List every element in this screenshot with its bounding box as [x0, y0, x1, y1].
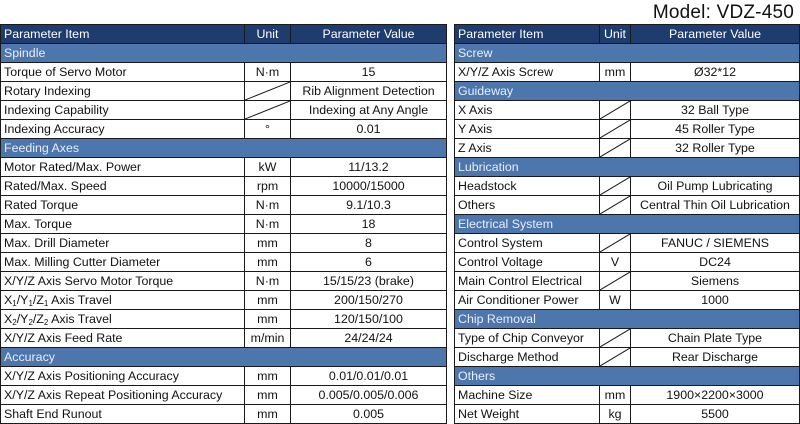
parameter-item-cell: X/Y/Z Axis Repeat Positioning Accuracy — [1, 386, 245, 405]
parameter-item-cell: Torque of Servo Motor — [1, 63, 245, 82]
table-row — [455, 177, 800, 196]
parameter-value-cell: 8 — [291, 234, 447, 253]
unit-cell-not-applicable — [600, 196, 631, 215]
table-row — [1, 177, 447, 196]
parameter-value-cell: 24/24/24 — [291, 329, 447, 348]
table-row — [1, 120, 447, 139]
parameter-item-cell: Rated Torque — [1, 196, 245, 215]
parameter-value-cell: 45 Roller Type — [631, 120, 800, 139]
parameter-value-cell: 5500 — [631, 405, 800, 424]
table-row — [455, 291, 800, 310]
parameter-item-cell: X/Y/Z Axis Screw — [455, 63, 600, 82]
parameter-value-cell: 0.005 — [291, 405, 447, 424]
unit-cell-not-applicable — [600, 329, 631, 348]
parameter-value-cell: 0.005/0.005/0.006 — [291, 386, 447, 405]
spec-table-left — [0, 24, 447, 424]
header-parameter-item: Parameter Item — [455, 25, 600, 44]
table-row — [1, 101, 447, 120]
parameter-item-cell: Control Voltage — [455, 253, 600, 272]
parameter-value-cell: 15 — [291, 63, 447, 82]
parameter-item-cell: Max. Drill Diameter — [1, 234, 245, 253]
unit-cell: N·m — [245, 215, 291, 234]
table-row — [1, 405, 447, 424]
table-row — [455, 63, 800, 82]
section-title: Screw — [455, 44, 800, 63]
section-title: Spindle — [1, 44, 447, 63]
parameter-value-cell: 0.01/0.01/0.01 — [291, 367, 447, 386]
parameter-value-cell: Indexing at Any Angle — [291, 101, 447, 120]
table-row — [1, 63, 447, 82]
parameter-item-cell: Type of Chip Conveyor — [455, 329, 600, 348]
parameter-value-cell: Chain Plate Type — [631, 329, 800, 348]
section-title: Electrical System — [455, 215, 800, 234]
unit-cell: kg — [600, 405, 631, 424]
unit-cell-not-applicable — [600, 234, 631, 253]
header-unit: Unit — [245, 25, 291, 44]
section-row-lubrication — [455, 158, 800, 177]
section-row-feeding-axes — [1, 139, 447, 158]
section-title: Guideway — [455, 82, 800, 101]
table-row — [1, 291, 447, 310]
parameter-value-cell: 10000/15000 — [291, 177, 447, 196]
table-row — [455, 405, 800, 424]
table-row — [455, 196, 800, 215]
table-row — [1, 367, 447, 386]
unit-cell: N·m — [245, 196, 291, 215]
section-row-spindle — [1, 44, 447, 63]
unit-cell: rpm — [245, 177, 291, 196]
parameter-item-cell: Max. Milling Cutter Diameter — [1, 253, 245, 272]
section-row-accuracy — [1, 348, 447, 367]
table-header-row — [1, 25, 447, 44]
parameter-item-cell: Headstock — [455, 177, 600, 196]
diagonal-slash-icon — [600, 196, 630, 214]
unit-cell: ° — [245, 120, 291, 139]
parameter-item-cell: Others — [455, 196, 600, 215]
unit-cell: m/min — [245, 329, 291, 348]
table-row — [455, 234, 800, 253]
unit-cell-not-applicable — [600, 177, 631, 196]
parameter-value-cell: 6 — [291, 253, 447, 272]
unit-cell: mm — [245, 291, 291, 310]
section-title: Accuracy — [1, 348, 447, 367]
table-row — [1, 272, 447, 291]
section-title: Others — [455, 367, 800, 386]
section-row-guideway — [455, 82, 800, 101]
table-row — [1, 253, 447, 272]
model-title: Model: VDZ-450 — [652, 2, 794, 23]
parameter-value-cell: FANUC / SIEMENS — [631, 234, 800, 253]
unit-cell-not-applicable — [600, 101, 631, 120]
parameter-item-cell: $X_2/Y_2/Z_2$ Axis Travel — [1, 310, 245, 329]
section-title: Feeding Axes — [1, 139, 447, 158]
unit-cell: mm — [245, 405, 291, 424]
parameter-item-cell: Main Control Electrical — [455, 272, 600, 291]
parameter-value-cell: 200/150/270 — [291, 291, 447, 310]
unit-cell: mm — [245, 234, 291, 253]
table-row — [1, 196, 447, 215]
spec-table-right — [454, 24, 800, 424]
parameter-item-cell: X/Y/Z Axis Feed Rate — [1, 329, 245, 348]
unit-cell: mm — [245, 310, 291, 329]
parameter-value-cell: 32 Roller Type — [631, 139, 800, 158]
parameter-value-cell: Central Thin Oil Lubrication — [631, 196, 800, 215]
table-row — [455, 253, 800, 272]
diagonal-slash-icon — [600, 101, 630, 119]
unit-cell: mm — [245, 253, 291, 272]
parameter-value-cell: 0.01 — [291, 120, 447, 139]
diagonal-slash-icon — [245, 101, 290, 119]
parameter-value-cell: Siemens — [631, 272, 800, 291]
table-row — [1, 158, 447, 177]
parameter-value-cell: Rib Alignment Detection — [291, 82, 447, 101]
diagonal-slash-icon — [600, 234, 630, 252]
parameter-value-cell: 1900×2200×3000 — [631, 386, 800, 405]
table-row — [1, 386, 447, 405]
parameter-value-cell: Ø32*12 — [631, 63, 800, 82]
unit-cell-not-applicable — [245, 101, 291, 120]
unit-cell: mm — [245, 367, 291, 386]
unit-cell: N·m — [245, 272, 291, 291]
unit-cell: mm — [600, 63, 631, 82]
parameter-value-cell: 18 — [291, 215, 447, 234]
parameter-item-cell: Rotary Indexing — [1, 82, 245, 101]
table-row — [455, 120, 800, 139]
unit-cell-not-applicable — [245, 82, 291, 101]
diagonal-slash-icon — [600, 348, 630, 366]
diagonal-slash-icon — [600, 329, 630, 347]
parameter-item-cell: Net Weight — [455, 405, 600, 424]
parameter-item-cell: Z Axis — [455, 139, 600, 158]
parameter-value-cell: 32 Ball Type — [631, 101, 800, 120]
table-row — [455, 386, 800, 405]
diagonal-slash-icon — [600, 139, 630, 157]
parameter-item-cell: X Axis — [455, 101, 600, 120]
parameter-value-cell: 11/13.2 — [291, 158, 447, 177]
parameter-item-cell: Max. Torque — [1, 215, 245, 234]
table-row — [455, 272, 800, 291]
parameter-item-cell: Motor Rated/Max. Power — [1, 158, 245, 177]
table-row — [455, 329, 800, 348]
diagonal-slash-icon — [600, 177, 630, 195]
diagonal-slash-icon — [245, 82, 290, 100]
unit-cell: N·m — [245, 63, 291, 82]
section-row-chip-removal — [455, 310, 800, 329]
unit-cell-not-applicable — [600, 120, 631, 139]
parameter-item-cell: Indexing Accuracy — [1, 120, 245, 139]
section-title: Chip Removal — [455, 310, 800, 329]
table-row — [1, 329, 447, 348]
parameter-value-cell: 9.1/10.3 — [291, 196, 447, 215]
parameter-item-cell: X/Y/Z Axis Positioning Accuracy — [1, 367, 245, 386]
table-row — [1, 215, 447, 234]
header-parameter-item: Parameter Item — [1, 25, 245, 44]
table-header-row — [455, 25, 800, 44]
header-unit: Unit — [600, 25, 631, 44]
table-row — [1, 82, 447, 101]
section-row-others — [455, 367, 800, 386]
parameter-value-cell: 1000 — [631, 291, 800, 310]
unit-cell: mm — [600, 386, 631, 405]
parameter-item-cell: Air Conditioner Power — [455, 291, 600, 310]
parameter-value-cell: DC24 — [631, 253, 800, 272]
unit-cell-not-applicable — [600, 272, 631, 291]
parameter-item-cell: Rated/Max. Speed — [1, 177, 245, 196]
parameter-item-cell: Discharge Method — [455, 348, 600, 367]
parameter-value-cell: 120/150/100 — [291, 310, 447, 329]
parameter-value-cell: Rear Discharge — [631, 348, 800, 367]
header-parameter-value: Parameter Value — [291, 25, 447, 44]
parameter-item-cell: X/Y/Z Axis Servo Motor Torque — [1, 272, 245, 291]
table-row — [455, 101, 800, 120]
section-title: Lubrication — [455, 158, 800, 177]
parameter-value-cell: Oil Pump Lubricating — [631, 177, 800, 196]
diagonal-slash-icon — [600, 272, 630, 290]
unit-cell: mm — [245, 386, 291, 405]
parameter-item-cell: Shaft End Runout — [1, 405, 245, 424]
table-row — [1, 310, 447, 329]
parameter-item-cell: $X_1/Y_1/Z_1$ Axis Travel — [1, 291, 245, 310]
section-row-screw — [455, 44, 800, 63]
section-row-electrical-system — [455, 215, 800, 234]
parameter-value-cell: 15/15/23 (brake) — [291, 272, 447, 291]
table-row — [1, 234, 447, 253]
parameter-item-cell: Control System — [455, 234, 600, 253]
unit-cell: kW — [245, 158, 291, 177]
parameter-item-cell: Machine Size — [455, 386, 600, 405]
unit-cell: V — [600, 253, 631, 272]
parameter-item-cell: Indexing Capability — [1, 101, 245, 120]
table-row — [455, 139, 800, 158]
header-parameter-value: Parameter Value — [631, 25, 800, 44]
unit-cell-not-applicable — [600, 139, 631, 158]
diagonal-slash-icon — [600, 120, 630, 138]
table-row — [455, 348, 800, 367]
unit-cell: W — [600, 291, 631, 310]
unit-cell-not-applicable — [600, 348, 631, 367]
parameter-item-cell: Y Axis — [455, 120, 600, 139]
